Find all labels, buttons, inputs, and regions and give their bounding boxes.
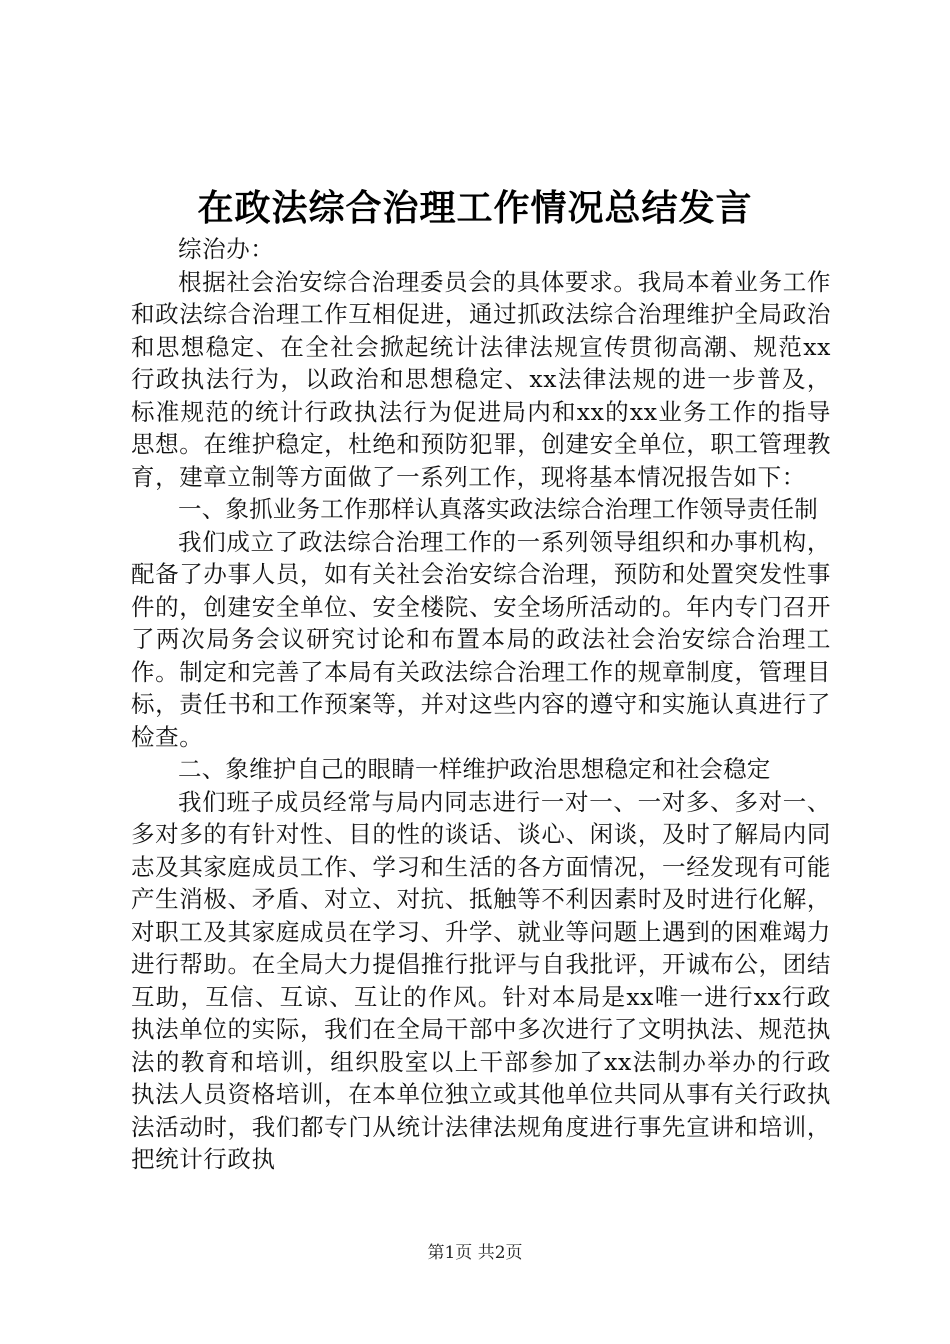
section-heading-1: 一、象抓业务工作那样认真落实政法综合治理工作领导责任制 <box>178 495 818 523</box>
section-heading-2: 二、象维护自己的眼睛一样维护政治思想稳定和社会稳定 <box>178 755 771 783</box>
salutation: 综治办： <box>178 235 275 263</box>
intro-paragraph: 根据社会治安综合治理委员会的具体要求。我局本着业务工作和政法综合治理工作互相促进，通过抓政法综合治理维护全局政治和思想稳定、在全社会掀起统计法律法规宣传贯彻高潮、规范xx行政执法行为，以政治和思想稳定、xx法律法规的进一步普及，标准规范的统计行政执法行为促进局内和xx的xx业务工作的指导思想。在维护稳定，杜绝和预防犯罪，创建安全单位，职工管理教育，建章立制等方面做了一系列工作，现将基本情况报告如下： <box>131 267 831 491</box>
page-footer: 第1页 共2页 <box>427 1243 523 1263</box>
document-title: 在政法综合治理工作情况总结发言 <box>197 187 753 229</box>
document-body <box>131 233 831 1176</box>
section-2-paragraph: 我们班子成员经常与局内同志进行一对一、一对多、多对一、多对多的有针对性、目的性的谈话、谈心、闲谈，及时了解局内同志及其家庭成员工作、学习和生活的各方面情况，一经发现有可能产生消极、矛盾、对立、对抗、抵触等不利因素时及时进行化解，对职工及其家庭成员在学习、升学、就业等问题上遇到的困难竭力进行帮助。在全局大力提倡推行批评与自我批评，开诚布公，团结互助，互信、互谅、互让的作风。针对本局是xx唯一进行xx行政执法单位的实际，我们在全局干部中多次进行了文明执法、规范执法的教育和培训，组织股室以上干部参加了xx法制办举办的行政执法人员资格培训，在本单位独立或其他单位共同从事有关行政执法活动时，我们都专门从统计法律法规角度进行事先宣讲和培训，把统计行政执 <box>131 787 831 1173</box>
section-1-paragraph: 我们成立了政法综合治理工作的一系列领导组织和办事机构，配备了办事人员，如有关社会治安综合治理，预防和处置突发性事件的，创建安全单位、安全楼院、安全场所活动的。年内专门召开了两次局务会议研究讨论和布置本局的政法社会治安综合治理工作。制定和完善了本局有关政法综合治理工作的规章制度，管理目标，责任书和工作预案等，并对这些内容的遵守和实施认真进行了检查。 <box>131 527 831 751</box>
